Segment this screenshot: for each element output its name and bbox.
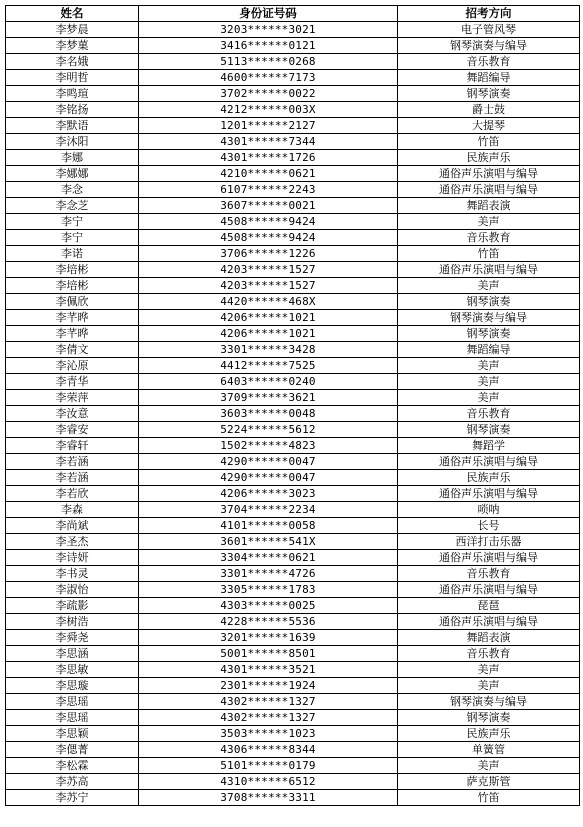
name-cell: 李思瑶	[6, 694, 139, 710]
id-number-cell: 3503******1023	[139, 726, 398, 742]
id-number-cell: 3706******1226	[139, 246, 398, 262]
name-cell: 李名娥	[6, 54, 139, 70]
id-number-cell: 3305******1783	[139, 582, 398, 598]
name-cell: 李梦晨	[6, 22, 139, 38]
direction-cell: 民族声乐	[398, 150, 580, 166]
direction-cell: 美声	[398, 358, 580, 374]
id-number-cell: 5224******5612	[139, 422, 398, 438]
name-cell: 李森	[6, 502, 139, 518]
table-row	[6, 790, 580, 806]
direction-cell: 西洋打击乐器	[398, 534, 580, 550]
id-number-cell: 4206******1021	[139, 310, 398, 326]
table-row	[6, 374, 580, 390]
table-row	[6, 406, 580, 422]
table-row	[6, 678, 580, 694]
id-number-cell: 4302******1327	[139, 710, 398, 726]
name-cell: 李宁	[6, 230, 139, 246]
table-row	[6, 390, 580, 406]
id-number-cell: 4210******0621	[139, 166, 398, 182]
id-number-cell: 4212******003X	[139, 102, 398, 118]
direction-cell: 唢呐	[398, 502, 580, 518]
name-cell: 李沐阳	[6, 134, 139, 150]
header-direction: 招考方向	[398, 6, 580, 22]
id-number-cell: 3301******3428	[139, 342, 398, 358]
direction-cell: 琵琶	[398, 598, 580, 614]
direction-cell: 通俗声乐演唱与编导	[398, 486, 580, 502]
table-row	[6, 598, 580, 614]
id-number-cell: 4290******0047	[139, 454, 398, 470]
id-number-cell: 3702******0022	[139, 86, 398, 102]
table-row	[6, 166, 580, 182]
table-row	[6, 614, 580, 630]
direction-cell: 音乐教育	[398, 54, 580, 70]
table-row	[6, 358, 580, 374]
table-row	[6, 758, 580, 774]
id-number-cell: 4301******7344	[139, 134, 398, 150]
id-number-cell: 2301******1924	[139, 678, 398, 694]
table-row	[6, 566, 580, 582]
direction-cell: 美声	[398, 390, 580, 406]
id-number-cell: 4301******3521	[139, 662, 398, 678]
id-number-cell: 1502******4823	[139, 438, 398, 454]
table-row	[6, 422, 580, 438]
table-row	[6, 438, 580, 454]
name-cell: 李汝意	[6, 406, 139, 422]
name-cell: 李佩欣	[6, 294, 139, 310]
name-cell: 李苏宁	[6, 790, 139, 806]
direction-cell: 美声	[398, 678, 580, 694]
table-row	[6, 582, 580, 598]
table-row	[6, 774, 580, 790]
direction-cell: 舞蹈学	[398, 438, 580, 454]
name-cell: 李圣杰	[6, 534, 139, 550]
id-number-cell: 4302******1327	[139, 694, 398, 710]
direction-cell: 钢琴演奏与编导	[398, 310, 580, 326]
id-number-cell: 3301******4726	[139, 566, 398, 582]
table-row	[6, 70, 580, 86]
table-row	[6, 742, 580, 758]
name-cell: 李思瑶	[6, 710, 139, 726]
table-row	[6, 54, 580, 70]
direction-cell: 美声	[398, 278, 580, 294]
table-row	[6, 454, 580, 470]
id-number-cell: 4301******1726	[139, 150, 398, 166]
header-id: 身份证号码	[139, 6, 398, 22]
direction-cell: 竹笛	[398, 246, 580, 262]
name-cell: 李尚斌	[6, 518, 139, 534]
id-number-cell: 4600******7173	[139, 70, 398, 86]
name-cell: 李若涵	[6, 454, 139, 470]
direction-cell: 通俗声乐演唱与编导	[398, 582, 580, 598]
table-row	[6, 150, 580, 166]
id-number-cell: 3201******1639	[139, 630, 398, 646]
id-number-cell: 4290******0047	[139, 470, 398, 486]
name-cell: 李若欣	[6, 486, 139, 502]
direction-cell: 钢琴演奏	[398, 326, 580, 342]
direction-cell: 钢琴演奏	[398, 422, 580, 438]
id-number-cell: 3708******3311	[139, 790, 398, 806]
direction-cell: 音乐教育	[398, 566, 580, 582]
id-number-cell: 4206******3023	[139, 486, 398, 502]
name-cell: 李松霖	[6, 758, 139, 774]
table-row	[6, 310, 580, 326]
table-row	[6, 22, 580, 38]
id-number-cell: 1201******2127	[139, 118, 398, 134]
direction-cell: 竹笛	[398, 134, 580, 150]
name-cell: 李书灵	[6, 566, 139, 582]
table-row	[6, 518, 580, 534]
id-number-cell: 4310******6512	[139, 774, 398, 790]
name-cell: 李诺	[6, 246, 139, 262]
direction-cell: 钢琴演奏	[398, 710, 580, 726]
direction-cell: 通俗声乐演唱与编导	[398, 454, 580, 470]
direction-cell: 音乐教育	[398, 646, 580, 662]
table-row	[6, 134, 580, 150]
table-row	[6, 646, 580, 662]
name-cell: 李念芝	[6, 198, 139, 214]
table-row	[6, 550, 580, 566]
table-row	[6, 246, 580, 262]
table-row	[6, 230, 580, 246]
id-number-cell: 3203******3021	[139, 22, 398, 38]
id-number-cell: 4206******1021	[139, 326, 398, 342]
direction-cell: 通俗声乐演唱与编导	[398, 614, 580, 630]
direction-cell: 通俗声乐演唱与编导	[398, 550, 580, 566]
table-row	[6, 470, 580, 486]
name-cell: 李培彬	[6, 262, 139, 278]
id-number-cell: 4203******1527	[139, 278, 398, 294]
table-row	[6, 534, 580, 550]
direction-cell: 钢琴演奏	[398, 86, 580, 102]
id-number-cell: 4508******9424	[139, 214, 398, 230]
table-row	[6, 38, 580, 54]
name-cell: 李芊晔	[6, 310, 139, 326]
table-row	[6, 502, 580, 518]
table-row	[6, 214, 580, 230]
name-cell: 李铭扬	[6, 102, 139, 118]
applicant-table	[5, 5, 580, 806]
direction-cell: 大提琴	[398, 118, 580, 134]
direction-cell: 美声	[398, 758, 580, 774]
name-cell: 李思璇	[6, 678, 139, 694]
id-number-cell: 3704******2234	[139, 502, 398, 518]
direction-cell: 舞蹈编导	[398, 342, 580, 358]
id-number-cell: 6107******2243	[139, 182, 398, 198]
direction-cell: 单簧管	[398, 742, 580, 758]
id-number-cell: 3607******0021	[139, 198, 398, 214]
name-cell: 李偲菁	[6, 742, 139, 758]
direction-cell: 萨克斯管	[398, 774, 580, 790]
table-row	[6, 710, 580, 726]
direction-cell: 音乐教育	[398, 230, 580, 246]
table-row	[6, 182, 580, 198]
id-number-cell: 5001******8501	[139, 646, 398, 662]
direction-cell: 音乐教育	[398, 406, 580, 422]
id-number-cell: 4228******5536	[139, 614, 398, 630]
direction-cell: 美声	[398, 662, 580, 678]
id-number-cell: 4412******7525	[139, 358, 398, 374]
name-cell: 李树浩	[6, 614, 139, 630]
id-number-cell: 3304******0621	[139, 550, 398, 566]
table-row	[6, 118, 580, 134]
name-cell: 李青华	[6, 374, 139, 390]
direction-cell: 钢琴演奏与编导	[398, 38, 580, 54]
table-row	[6, 726, 580, 742]
table-row	[6, 326, 580, 342]
name-cell: 李疏影	[6, 598, 139, 614]
name-cell: 李娜娜	[6, 166, 139, 182]
direction-cell: 钢琴演奏	[398, 294, 580, 310]
name-cell: 李苏高	[6, 774, 139, 790]
name-cell: 李培彬	[6, 278, 139, 294]
name-cell: 李娜	[6, 150, 139, 166]
table-row	[6, 278, 580, 294]
header-row	[6, 6, 580, 22]
id-number-cell: 6403******0240	[139, 374, 398, 390]
id-number-cell: 4203******1527	[139, 262, 398, 278]
id-number-cell: 3709******3621	[139, 390, 398, 406]
direction-cell: 电子管风琴	[398, 22, 580, 38]
id-number-cell: 4303******0025	[139, 598, 398, 614]
name-cell: 李宁	[6, 214, 139, 230]
name-cell: 李舜尧	[6, 630, 139, 646]
id-number-cell: 4306******8344	[139, 742, 398, 758]
name-cell: 李思敏	[6, 662, 139, 678]
name-cell: 李念	[6, 182, 139, 198]
name-cell: 李睿安	[6, 422, 139, 438]
direction-cell: 民族声乐	[398, 470, 580, 486]
table-row	[6, 102, 580, 118]
name-cell: 李倩文	[6, 342, 139, 358]
id-number-cell: 4101******0058	[139, 518, 398, 534]
direction-cell: 舞蹈表演	[398, 630, 580, 646]
direction-cell: 通俗声乐演唱与编导	[398, 262, 580, 278]
name-cell: 李思颖	[6, 726, 139, 742]
direction-cell: 美声	[398, 214, 580, 230]
table-row	[6, 262, 580, 278]
id-number-cell: 3601******541X	[139, 534, 398, 550]
table-row	[6, 630, 580, 646]
table-row	[6, 662, 580, 678]
name-cell: 李若涵	[6, 470, 139, 486]
name-cell: 李思涵	[6, 646, 139, 662]
name-cell: 李鸣瑄	[6, 86, 139, 102]
name-cell: 李诗妍	[6, 550, 139, 566]
header-name: 姓名	[6, 6, 139, 22]
direction-cell: 通俗声乐演唱与编导	[398, 182, 580, 198]
table-row	[6, 486, 580, 502]
table-row	[6, 694, 580, 710]
direction-cell: 竹笛	[398, 790, 580, 806]
direction-cell: 舞蹈表演	[398, 198, 580, 214]
name-cell: 李淑怡	[6, 582, 139, 598]
table-row	[6, 294, 580, 310]
name-cell: 李梦菓	[6, 38, 139, 54]
id-number-cell: 5113******0268	[139, 54, 398, 70]
direction-cell: 爵士鼓	[398, 102, 580, 118]
id-number-cell: 3416******0121	[139, 38, 398, 54]
table-row	[6, 86, 580, 102]
direction-cell: 民族声乐	[398, 726, 580, 742]
table-row	[6, 342, 580, 358]
direction-cell: 舞蹈编导	[398, 70, 580, 86]
direction-cell: 长号	[398, 518, 580, 534]
id-number-cell: 4420******468X	[139, 294, 398, 310]
direction-cell: 通俗声乐演唱与编导	[398, 166, 580, 182]
id-number-cell: 5101******0179	[139, 758, 398, 774]
name-cell: 李沁原	[6, 358, 139, 374]
direction-cell: 钢琴演奏与编导	[398, 694, 580, 710]
direction-cell: 美声	[398, 374, 580, 390]
id-number-cell: 4508******9424	[139, 230, 398, 246]
name-cell: 李睿轩	[6, 438, 139, 454]
name-cell: 李芊晔	[6, 326, 139, 342]
name-cell: 李荣萍	[6, 390, 139, 406]
table-row	[6, 198, 580, 214]
id-number-cell: 3603******0048	[139, 406, 398, 422]
name-cell: 李默语	[6, 118, 139, 134]
name-cell: 李明哲	[6, 70, 139, 86]
